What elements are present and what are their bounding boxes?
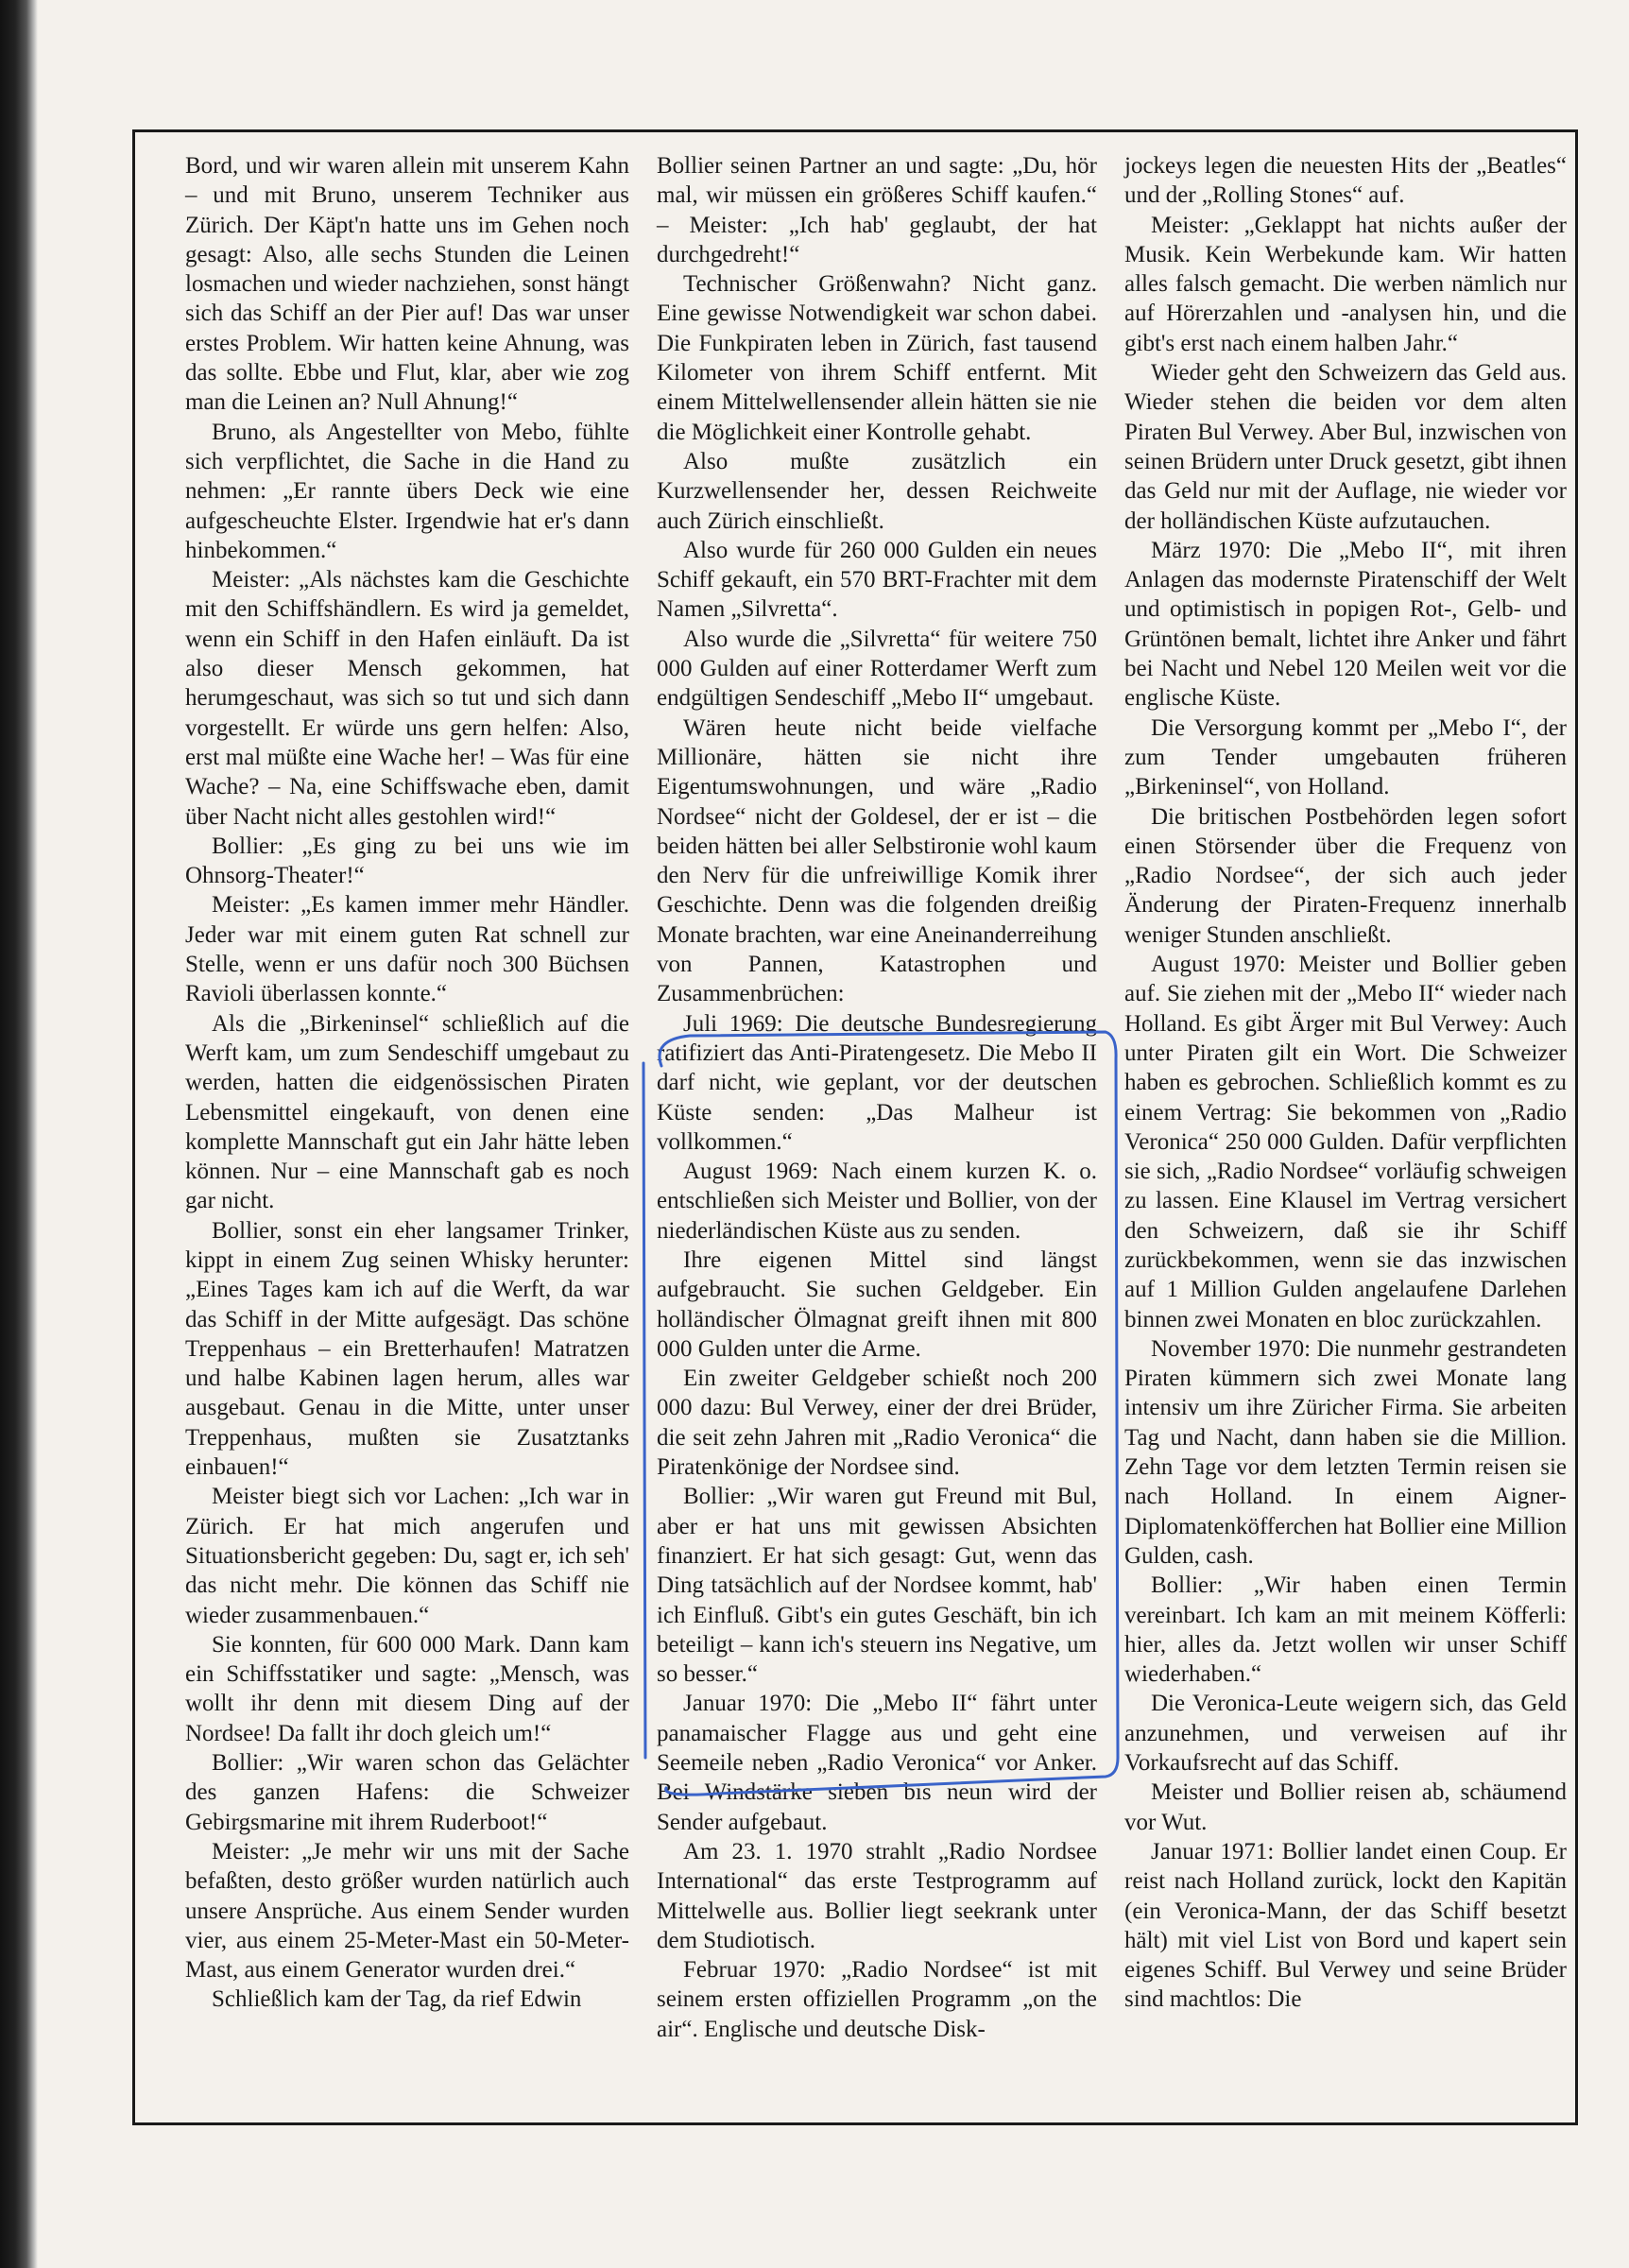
paragraph: Wären heute nicht beide vielfache Millionäre, hätten sie nicht ihre Eigentumswohnungen, und wäre „Radio Nordsee“ nicht der Goldesel, der er ist – die beiden hätten bei aller Selbstironie wohl kaum den Nerv für die unfreiwillige Komik ihrer Geschichte. Denn was die folgenden dreißig Monate brachten, war eine Aneinanderreihung von Pannen, Katastrophen und Zusammenbrüchen: xyxy=(657,714,1097,1007)
paragraph: Meister: „Geklappt hat nichts außer der Musik. Kein Werbekunde kam. Wir hatten alles falsch gemacht. Die werben nämlich nur auf Hörerzahlen und -analysen hin, und die gibt's erst nach einem halben Jahr.“ xyxy=(1124,212,1567,356)
paragraph: Meister: „Es kamen immer mehr Händler. Jeder war mit einem guten Rat schnell zur Stelle, wenn er uns dafür noch 300 Büchsen Ravioli überlassen konnte.“ xyxy=(185,892,629,1007)
paragraph: August 1970: Meister und Bollier geben auf. Sie ziehen mit der „Mebo II“ wieder nach Holland. Es gibt Ärger mit Bul Verwey: Auch unter Piraten gilt ein Wort. Die Schweizer haben es gebrochen. Schließlich kommt es zu einem Vertrag: Sie bekommen von „Radio Veronica“ 250 000 Gulden. Dafür verpflichten sie sich, „Radio Nordsee“ vorläufig schweigen zu lassen. Eine Klausel im Vertrag versichert den Schweizern, daß sie ihr Schiff zurückbekommen, wenn sie das inzwischen auf 1 Million Gulden angelaufene Darlehen binnen zwei Monaten en bloc zurückzahlen. xyxy=(1124,952,1567,1332)
paragraph: Als die „Birkeninsel“ schließlich auf die Werft kam, um zum Sendeschiff umgebaut zu werden, hatten die eidgenössischen Piraten Lebensmittel eingekauft, von denen eine komplette Mannschaft gut ein Jahr hätte leben können. Nur – eine Mannschaft gab es noch gar nicht. xyxy=(185,1010,629,1214)
paragraph: Juli 1969: Die deutsche Bundesregierung ratifiziert das Anti-Piratengesetz. Die Mebo II darf nicht, wie geplant, vor der deutschen Küste senden: „Das Malheur ist vollkommen.“ xyxy=(657,1010,1097,1155)
paragraph: Also wurde die „Silvretta“ für weitere 750 000 Gulden auf einer Rotterdamer Werft zum endgültigen Sendeschiff „Mebo II“ umgebaut. xyxy=(657,626,1097,712)
paragraph: Ein zweiter Geldgeber schießt noch 200 000 dazu: Bul Verwey, einer der drei Brüder, die seit zehn Jahren mit „Radio Veronica“ die Piratenkönige der Nordsee sind. xyxy=(657,1366,1097,1481)
paragraph: Die Versorgung kommt per „Mebo I“, der zum Tender umgebauten früheren „Birkeninsel“, von Holland. xyxy=(1124,714,1567,800)
paragraph: Schließlich kam der Tag, da rief Edwin xyxy=(212,1986,582,2013)
paragraph: Meister und Bollier reisen ab, schäumend vor Wut. xyxy=(1124,1779,1567,1835)
paragraph: Die britischen Postbehörden legen sofort einen Störsender über die Frequenz von „Radio Nordsee“, der sich auch jeder Änderung der Piraten-Frequenz innerhalb weniger Stunden anschließt. xyxy=(1124,803,1567,948)
paragraph: Wieder geht den Schweizern das Geld aus. Wieder stehen die beiden vor dem alten Piraten Bul Verwey. Aber Bul, inzwischen von seinen Brüdern unter Druck gesetzt, gibt ihnen das Geld nur mit der Auflage, nie wieder vor der holländischen Küste aufzutauchen. xyxy=(1124,360,1567,534)
paragraph: Bollier: „Wir waren schon das Gelächter des ganzen Hafens: die Schweizer Gebirgsmarine mit ihrem Ruderboot!“ xyxy=(185,1750,629,1835)
paragraph: Bollier, sonst ein eher langsamer Trinker, kippt in einem Zug seinen Whisky herunter: „Eines Tages kam ich auf die Werft, da war das Schiff in der Mitte aufgesägt. Das schöne Treppenhaus – ein Bretterhaufen! Matratzen und halbe Kabinen lagen herum, alles war ausgebaut. Genau in die Mitte, unter unser Treppenhaus, mußten sie Zusatztanks einbauen!“ xyxy=(185,1217,629,1481)
paragraph: Sie konnten, für 600 000 Mark. Dann kam ein Schiffsstatiker und sagte: „Mensch, was wollt ihr denn mit diesem Ding auf der Nordsee! Da fallt ihr doch gleich um!“ xyxy=(185,1631,629,1746)
paragraph: Meister: „Als nächstes kam die Geschichte mit den Schiffshändlern. Es wird ja gemeldet, wenn ein Schiff in den Hafen einläuft. Da ist also dieser Mensch gekommen, hat herumgeschaut, was sich so tut und sich dann vorgestellt. Er würde uns gern helfen: Also, erst mal müßte eine Wache her! – Was für eine Wache? – Na, eine Schiffswache eben, damit über Nacht nicht alles gestohlen wird!“ xyxy=(185,567,629,830)
paragraph: Am 23. 1. 1970 strahlt „Radio Nordsee International“ das erste Testprogramm auf Mittelwelle aus. Bollier liegt seekrank unter dem Studiotisch. xyxy=(657,1838,1097,1953)
paragraph: Bord, und wir waren allein mit unserem Kahn – und mit Bruno, unserem Techniker aus Zürich. Der Käpt'n hatte uns im Gehen noch gesagt: Also, alle sechs Stunden die Leinen losmachen und wieder nachziehen, sonst hängt sich das Schiff an der Pier auf! Das war unser erstes Problem. Wir hatten keine Ahnung, was das sollte. Ebbe und Flut, klar, aber wie zog man die Leinen an? Null Ahnung!“ xyxy=(185,153,629,416)
paragraph: Januar 1971: Bollier landet einen Coup. Er reist nach Holland zurück, lockt den Kapitän (ein Veronica-Mann, der das Schiff besetzt hält) mit viel List von Bord und kapert sein eigenes Schiff. Bul Verwey und seine Brüder sind machtlos: Die xyxy=(1124,1838,1567,2013)
scanner-edge-shadow xyxy=(0,0,38,2268)
paragraph: Ihre eigenen Mittel sind längst aufgebraucht. Sie suchen Geldgeber. Ein holländischer Ölmagnat greift ihnen mit 800 000 Gulden unter die Arme. xyxy=(657,1246,1097,1362)
paragraph: November 1970: Die nunmehr gestrandeten Piraten kümmern sich zwei Monate lang intensiv um ihre Züricher Firma. Sie arbeiten Tag und Nacht, dann haben sie die Million. Zehn Tage vor dem letzten Termin reisen sie nach Holland. In einem Aigner-Diplomatenköfferchen hat Bollier eine Million Gulden, cash. xyxy=(1124,1335,1567,1569)
paragraph: Bollier seinen Partner an und sagte: „Du, hör mal, wir müssen ein größeres Schiff kaufen.“ – Meister: „Ich hab' geglaubt, der hat durchgedreht!“ xyxy=(657,153,1097,267)
paragraph: Also wurde für 260 000 Gulden ein neues Schiff gekauft, ein 570 BRT-Frachter mit dem Namen „Silvretta“. xyxy=(657,537,1097,623)
paragraph: August 1969: Nach einem kurzen K. o. entschließen sich Meister und Bollier, von der niederländischen Küste aus zu senden. xyxy=(657,1159,1097,1244)
paragraph: Bollier: „Wir waren gut Freund mit Bul, aber er hat uns mit gewissen Absichten finanziert. Er hat sich gesagt: Gut, wenn das Ding tatsächlich auf der Nordsee kommt, hab' ich Einfluß. Gibt's ein gutes Geschäft, bin ich beteiligt – kann ich's steuern ins Negative, um so besser.“ xyxy=(657,1484,1097,1688)
text-column-1 xyxy=(185,151,629,2015)
paragraph: Januar 1970: Die „Mebo II“ fährt unter panamaischer Flagge aus und geht eine Seemeile neben „Radio Veronica“ vor Anker. Bei Windstärke sieben bis neun wird der Sender aufgebaut. xyxy=(657,1691,1097,1835)
paragraph: Bollier: „Wir haben einen Termin vereinbart. Ich kam an mit meinem Köfferli: hier, alles da. Jetzt wollen wir unser Schiff wiederhaben.“ xyxy=(1124,1572,1567,1688)
paragraph: Technischer Größenwahn? Nicht ganz. Eine gewisse Notwendigkeit war schon dabei. Die Funkpiraten leben in Zürich, fast tausend Kilometer von ihrem Schiff entfernt. Mit einem Mittelwellensender allein hätten sie nie die Möglichkeit einer Kontrolle gehabt. xyxy=(657,271,1097,445)
paragraph: Also mußte zusätzlich ein Kurzwellensender her, dessen Reichweite auch Zürich einschließt. xyxy=(657,448,1097,534)
paragraph: jockeys legen die neuesten Hits der „Beatles“ und der „Rolling Stones“ auf. xyxy=(1124,153,1567,209)
text-column-2 xyxy=(657,151,1097,2044)
paragraph: Februar 1970: „Radio Nordsee“ ist mit seinem ersten offiziellen Programm „on the air“. Englische und deutsche Disk- xyxy=(657,1957,1097,2042)
paragraph: Bruno, als Angestellter von Mebo, fühlte sich verpflichtet, die Sache in die Hand zu nehmen: „Er rannte übers Deck wie eine aufgescheuchte Elster. Irgendwie hat er's dann hinbekommen.“ xyxy=(185,419,629,563)
paragraph: Meister biegt sich vor Lachen: „Ich war in Zürich. Er hat mich angerufen und Situationsbericht gegeben: Du, sagt er, ich seh' das nicht mehr. Die können das Schiff nie wieder zusammenbauen.“ xyxy=(185,1484,629,1628)
paragraph: Bollier: „Es ging zu bei uns wie im Ohnsorg-Theater!“ xyxy=(185,833,629,889)
paragraph: Die Veronica-Leute weigern sich, das Geld anzunehmen, und verweisen auf ihr Vorkaufsrecht auf das Schiff. xyxy=(1124,1691,1567,1777)
text-column-3 xyxy=(1124,151,1567,2015)
paragraph: März 1970: Die „Mebo II“, mit ihren Anlagen das modernste Piratenschiff der Welt und optimistisch in popigen Rot-, Gelb- und Grüntönen bemalt, lichtet ihre Anker und fährt bei Nacht und Nebel 120 Meilen weit vor die englische Küste. xyxy=(1124,537,1567,712)
paragraph: Meister: „Je mehr wir uns mit der Sache befaßten, desto größer wurden natürlich auch unsere Ansprüche. Aus einem Sender wurden vier, aus einem 25-Meter-Mast ein 50-Meter-Mast, aus einem Generator wurden drei.“ xyxy=(185,1838,629,1984)
